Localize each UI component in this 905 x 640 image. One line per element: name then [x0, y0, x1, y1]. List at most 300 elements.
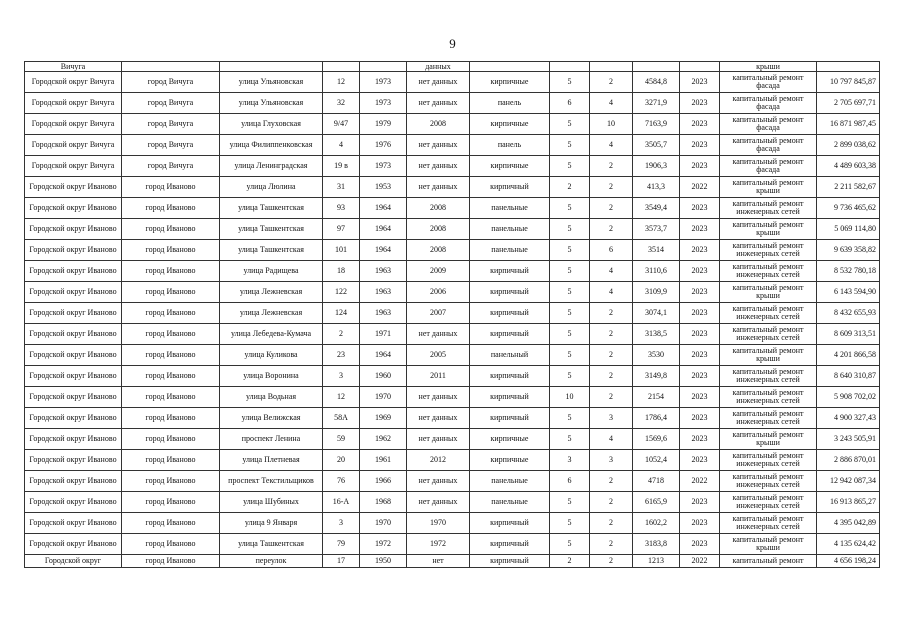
cell-cost: 9 639 358,82 [817, 240, 880, 261]
cell-floors: 5 [550, 303, 590, 324]
table-row [25, 303, 880, 324]
cell-settlement: город Иваново [122, 303, 220, 324]
cell-floors: 5 [550, 345, 590, 366]
cell-house-number: 101 [323, 240, 360, 261]
cell-house-number: 122 [323, 282, 360, 303]
cell-planned-year: 2023 [680, 534, 720, 555]
cell-floors: 5 [550, 324, 590, 345]
cell-last-repair-year: нет данных [407, 324, 470, 345]
cell-last-repair-year: нет данных [407, 387, 470, 408]
table-row [25, 93, 880, 114]
cell-area: 3109,9 [633, 282, 680, 303]
cell-house-number: 124 [323, 303, 360, 324]
cell-planned-year: 2023 [680, 303, 720, 324]
cell-house-number: 76 [323, 471, 360, 492]
cell-last-repair-year: 2005 [407, 345, 470, 366]
cell-planned-year: 2023 [680, 324, 720, 345]
cell-planned-year: 2023 [680, 198, 720, 219]
cell-house-number: 4 [323, 135, 360, 156]
cell-street: улица Люлина [220, 177, 323, 198]
cell-last-repair-year: данных [407, 62, 470, 72]
cell-planned-year: 2023 [680, 408, 720, 429]
cell-municipality: Городской округ Вичуга [25, 135, 122, 156]
cell-planned-year: 2023 [680, 450, 720, 471]
cell-municipality: Городской округ Иваново [25, 534, 122, 555]
cell-planned-year: 2023 [680, 240, 720, 261]
table-row [25, 492, 880, 513]
table-row [25, 261, 880, 282]
cell-settlement: город Иваново [122, 429, 220, 450]
table-row [25, 240, 880, 261]
cell-build-year: 1973 [360, 93, 407, 114]
cell-street: улица 9 Января [220, 513, 323, 534]
cell-municipality: Городской округ Вичуга [25, 114, 122, 135]
cell-build-year: 1964 [360, 240, 407, 261]
cell-last-repair-year: 2008 [407, 114, 470, 135]
cell-work-type: капитальный ремонт фасада [720, 72, 817, 93]
cell-street: переулок [220, 555, 323, 568]
cell-cost: 4 135 624,42 [817, 534, 880, 555]
cell-municipality: Городской округ Иваново [25, 513, 122, 534]
cell-area: 1786,4 [633, 408, 680, 429]
table-row [25, 471, 880, 492]
cell-cost: 10 797 845,87 [817, 72, 880, 93]
cell-last-repair-year: 2008 [407, 198, 470, 219]
cell-floors: 5 [550, 135, 590, 156]
table-row [25, 324, 880, 345]
table-row [25, 429, 880, 450]
cell-wall-material: панельные [470, 198, 550, 219]
cell-house-number: 93 [323, 198, 360, 219]
cell-house-number: 19 в [323, 156, 360, 177]
cell-street: улица Ташкентская [220, 219, 323, 240]
cell-street [220, 62, 323, 72]
cell-wall-material: кирпичный [470, 366, 550, 387]
cell-work-type: капитальный ремонт инженерных сетей [720, 303, 817, 324]
cell-wall-material: кирпичный [470, 261, 550, 282]
cell-area: 3573,7 [633, 219, 680, 240]
cell-work-type: капитальный ремонт инженерных сетей [720, 513, 817, 534]
cell-build-year: 1961 [360, 450, 407, 471]
cell-planned-year: 2023 [680, 156, 720, 177]
cell-wall-material: кирпичные [470, 72, 550, 93]
cell-house-number: 59 [323, 429, 360, 450]
table-row [25, 177, 880, 198]
cell-settlement: город Иваново [122, 261, 220, 282]
cell-municipality: Городской округ Иваново [25, 492, 122, 513]
cell-cost: 4 656 198,24 [817, 555, 880, 568]
cell-cost: 3 243 505,91 [817, 429, 880, 450]
cell-municipality: Городской округ Вичуга [25, 72, 122, 93]
cell-wall-material: кирпичный [470, 177, 550, 198]
cell-area: 4718 [633, 471, 680, 492]
table-row [25, 62, 880, 72]
cell-house-number: 18 [323, 261, 360, 282]
cell-floors: 5 [550, 198, 590, 219]
cell-work-type: капитальный ремонт инженерных сетей [720, 261, 817, 282]
cell-area [633, 62, 680, 72]
cell-cost: 12 942 087,34 [817, 471, 880, 492]
cell-planned-year: 2023 [680, 366, 720, 387]
cell-area: 3138,5 [633, 324, 680, 345]
cell-entrances: 6 [590, 240, 633, 261]
cell-house-number: 16-А [323, 492, 360, 513]
cell-wall-material: кирпичные [470, 156, 550, 177]
cell-work-type: капитальный ремонт крыши [720, 219, 817, 240]
cell-entrances: 2 [590, 303, 633, 324]
cell-wall-material: панель [470, 93, 550, 114]
cell-floors: 3 [550, 450, 590, 471]
cell-work-type: капитальный ремонт инженерных сетей [720, 408, 817, 429]
cell-area: 3110,6 [633, 261, 680, 282]
cell-planned-year: 2022 [680, 471, 720, 492]
cell-build-year: 1963 [360, 303, 407, 324]
cell-wall-material: панельные [470, 240, 550, 261]
cell-house-number: 3 [323, 366, 360, 387]
cell-cost: 2 886 870,01 [817, 450, 880, 471]
cell-settlement: город Иваново [122, 450, 220, 471]
cell-cost: 4 201 866,58 [817, 345, 880, 366]
cell-work-type: капитальный ремонт инженерных сетей [720, 450, 817, 471]
cell-settlement: город Иваново [122, 513, 220, 534]
cell-street: проспект Ленина [220, 429, 323, 450]
cell-house-number: 3 [323, 513, 360, 534]
cell-wall-material: панельные [470, 219, 550, 240]
cell-cost: 6 143 594,90 [817, 282, 880, 303]
cell-build-year: 1979 [360, 114, 407, 135]
cell-work-type: капитальный ремонт фасада [720, 156, 817, 177]
cell-cost: 8 532 780,18 [817, 261, 880, 282]
cell-street: улица Ленинградская [220, 156, 323, 177]
cell-last-repair-year: нет данных [407, 408, 470, 429]
cell-cost: 4 489 603,38 [817, 156, 880, 177]
cell-planned-year: 2023 [680, 72, 720, 93]
cell-entrances: 2 [590, 198, 633, 219]
cell-wall-material: кирпичный [470, 282, 550, 303]
cell-municipality: Городской округ Иваново [25, 282, 122, 303]
cell-cost: 8 432 655,93 [817, 303, 880, 324]
cell-wall-material [470, 62, 550, 72]
cell-last-repair-year: нет данных [407, 471, 470, 492]
cell-settlement: город Вичуга [122, 114, 220, 135]
table-row [25, 408, 880, 429]
cell-floors: 6 [550, 471, 590, 492]
cell-settlement: город Иваново [122, 240, 220, 261]
cell-work-type: капитальный ремонт крыши [720, 534, 817, 555]
cell-last-repair-year: 2009 [407, 261, 470, 282]
cell-last-repair-year: 1970 [407, 513, 470, 534]
cell-cost [817, 62, 880, 72]
cell-municipality: Городской округ Иваново [25, 198, 122, 219]
cell-street: улица Ульяновская [220, 72, 323, 93]
cell-last-repair-year: нет данных [407, 93, 470, 114]
cell-build-year: 1970 [360, 513, 407, 534]
cell-area: 3530 [633, 345, 680, 366]
cell-settlement: город Иваново [122, 408, 220, 429]
cell-wall-material: кирпичные [470, 450, 550, 471]
cell-wall-material: кирпичные [470, 114, 550, 135]
cell-street: улица Лебедева-Кумача [220, 324, 323, 345]
cell-municipality: Вичуга [25, 62, 122, 72]
cell-street: улица Водьная [220, 387, 323, 408]
table-row [25, 534, 880, 555]
cell-floors: 5 [550, 408, 590, 429]
cell-work-type: капитальный ремонт инженерных сетей [720, 366, 817, 387]
cell-work-type: капитальный ремонт фасада [720, 93, 817, 114]
cell-settlement: город Вичуга [122, 156, 220, 177]
cell-build-year [360, 62, 407, 72]
cell-house-number: 9/47 [323, 114, 360, 135]
cell-street: улица Велижская [220, 408, 323, 429]
cell-cost: 9 736 465,62 [817, 198, 880, 219]
cell-cost: 2 899 038,62 [817, 135, 880, 156]
cell-street: улица Лежневская [220, 303, 323, 324]
cell-house-number: 23 [323, 345, 360, 366]
cell-work-type: капитальный ремонт [720, 555, 817, 568]
cell-municipality: Городской округ Иваново [25, 471, 122, 492]
cell-entrances: 2 [590, 513, 633, 534]
cell-planned-year: 2023 [680, 387, 720, 408]
cell-build-year: 1969 [360, 408, 407, 429]
cell-settlement: город Иваново [122, 555, 220, 568]
cell-planned-year: 2023 [680, 345, 720, 366]
cell-build-year: 1971 [360, 324, 407, 345]
cell-last-repair-year: 2006 [407, 282, 470, 303]
cell-street: улица Радищева [220, 261, 323, 282]
cell-settlement: город Иваново [122, 345, 220, 366]
cell-house-number: 32 [323, 93, 360, 114]
cell-entrances: 2 [590, 345, 633, 366]
cell-street: улица Филиппенковская [220, 135, 323, 156]
cell-wall-material: панельные [470, 471, 550, 492]
cell-municipality: Городской округ Иваново [25, 177, 122, 198]
cell-area: 3183,8 [633, 534, 680, 555]
table-row [25, 366, 880, 387]
cell-build-year: 1976 [360, 135, 407, 156]
cell-build-year: 1963 [360, 261, 407, 282]
cell-municipality: Городской округ Иваново [25, 219, 122, 240]
cell-work-type: капитальный ремонт инженерных сетей [720, 198, 817, 219]
cell-entrances: 4 [590, 135, 633, 156]
cell-build-year: 1968 [360, 492, 407, 513]
cell-street: проспект Текстильщиков [220, 471, 323, 492]
cell-area: 3074,1 [633, 303, 680, 324]
table-row [25, 198, 880, 219]
cell-wall-material: кирпичный [470, 303, 550, 324]
cell-planned-year: 2023 [680, 261, 720, 282]
cell-floors: 5 [550, 156, 590, 177]
cell-wall-material: кирпичный [470, 513, 550, 534]
cell-area: 4584,8 [633, 72, 680, 93]
cell-entrances: 4 [590, 429, 633, 450]
cell-build-year: 1960 [360, 366, 407, 387]
cell-cost: 8 609 313,51 [817, 324, 880, 345]
cell-house-number: 2 [323, 324, 360, 345]
cell-settlement: город Иваново [122, 471, 220, 492]
cell-street: улица Куликова [220, 345, 323, 366]
cell-last-repair-year: нет данных [407, 177, 470, 198]
cell-entrances: 2 [590, 156, 633, 177]
cell-last-repair-year: 2008 [407, 219, 470, 240]
cell-floors: 5 [550, 429, 590, 450]
cell-area: 413,3 [633, 177, 680, 198]
cell-floors: 5 [550, 366, 590, 387]
cell-build-year: 1970 [360, 387, 407, 408]
cell-settlement: город Вичуга [122, 72, 220, 93]
table-row [25, 219, 880, 240]
cell-last-repair-year: нет [407, 555, 470, 568]
cell-entrances: 2 [590, 219, 633, 240]
cell-wall-material: кирпичный [470, 324, 550, 345]
cell-build-year: 1966 [360, 471, 407, 492]
cell-area: 1213 [633, 555, 680, 568]
table-row [25, 345, 880, 366]
cell-cost: 16 913 865,27 [817, 492, 880, 513]
cell-wall-material: панельный [470, 345, 550, 366]
cell-house-number: 17 [323, 555, 360, 568]
cell-area: 3505,7 [633, 135, 680, 156]
cell-cost: 4 395 042,89 [817, 513, 880, 534]
cell-work-type: капитальный ремонт крыши [720, 429, 817, 450]
cell-planned-year: 2023 [680, 135, 720, 156]
cell-cost: 4 900 327,43 [817, 408, 880, 429]
table-row [25, 156, 880, 177]
cell-house-number: 20 [323, 450, 360, 471]
cell-planned-year: 2023 [680, 93, 720, 114]
cell-settlement: город Вичуга [122, 93, 220, 114]
cell-street: улица Глуховская [220, 114, 323, 135]
cell-floors: 5 [550, 219, 590, 240]
cell-settlement: город Иваново [122, 177, 220, 198]
cell-floors: 5 [550, 240, 590, 261]
cell-entrances: 3 [590, 450, 633, 471]
cell-planned-year: 2022 [680, 177, 720, 198]
cell-settlement: город Иваново [122, 324, 220, 345]
cell-planned-year: 2023 [680, 513, 720, 534]
cell-floors: 5 [550, 492, 590, 513]
cell-work-type: капитальный ремонт инженерных сетей [720, 492, 817, 513]
cell-wall-material: кирпичный [470, 408, 550, 429]
cell-municipality: Городской округ Иваново [25, 450, 122, 471]
cell-settlement: город Иваново [122, 534, 220, 555]
cell-planned-year: 2023 [680, 219, 720, 240]
cell-house-number: 31 [323, 177, 360, 198]
cell-entrances: 2 [590, 387, 633, 408]
cell-wall-material: кирпичный [470, 387, 550, 408]
cell-area: 2154 [633, 387, 680, 408]
cell-floors: 5 [550, 282, 590, 303]
cell-entrances: 2 [590, 471, 633, 492]
cell-area: 3149,8 [633, 366, 680, 387]
cell-entrances: 4 [590, 93, 633, 114]
table-row [25, 282, 880, 303]
cell-area: 3271,9 [633, 93, 680, 114]
table-row [25, 135, 880, 156]
cell-street: улица Лежневская [220, 282, 323, 303]
cell-cost: 5 069 114,80 [817, 219, 880, 240]
cell-build-year: 1962 [360, 429, 407, 450]
cell-area: 6165,9 [633, 492, 680, 513]
cell-entrances [590, 62, 633, 72]
cell-settlement: город Иваново [122, 198, 220, 219]
cell-last-repair-year: нет данных [407, 135, 470, 156]
cell-municipality: Городской округ Иваново [25, 240, 122, 261]
cell-last-repair-year: нет данных [407, 72, 470, 93]
cell-wall-material: кирпичный [470, 534, 550, 555]
cell-municipality: Городской округ Иваново [25, 387, 122, 408]
cell-floors: 2 [550, 555, 590, 568]
cell-last-repair-year: 2008 [407, 240, 470, 261]
cell-last-repair-year: 2011 [407, 366, 470, 387]
cell-floors: 5 [550, 72, 590, 93]
cell-municipality: Городской округ [25, 555, 122, 568]
cell-cost: 2 211 582,67 [817, 177, 880, 198]
cell-house-number: 58А [323, 408, 360, 429]
cell-build-year: 1964 [360, 198, 407, 219]
cell-work-type: крыши [720, 62, 817, 72]
cell-house-number: 12 [323, 72, 360, 93]
cell-work-type: капитальный ремонт инженерных сетей [720, 387, 817, 408]
cell-build-year: 1953 [360, 177, 407, 198]
cell-floors: 5 [550, 261, 590, 282]
cell-municipality: Городской округ Иваново [25, 303, 122, 324]
table-row [25, 450, 880, 471]
cell-floors: 5 [550, 114, 590, 135]
cell-build-year: 1950 [360, 555, 407, 568]
cell-entrances: 2 [590, 177, 633, 198]
cell-work-type: капитальный ремонт фасада [720, 114, 817, 135]
cell-planned-year: 2023 [680, 282, 720, 303]
cell-work-type: капитальный ремонт инженерных сетей [720, 324, 817, 345]
cell-planned-year: 2023 [680, 114, 720, 135]
cell-entrances: 2 [590, 72, 633, 93]
cell-work-type: капитальный ремонт крыши [720, 282, 817, 303]
cell-street: улица Ташкентская [220, 198, 323, 219]
cell-street: улица Плетневая [220, 450, 323, 471]
cell-cost: 5 908 702,02 [817, 387, 880, 408]
table-row [25, 555, 880, 568]
cell-floors: 5 [550, 534, 590, 555]
cell-area: 3514 [633, 240, 680, 261]
cell-area: 1569,6 [633, 429, 680, 450]
cell-last-repair-year: 2007 [407, 303, 470, 324]
cell-street: улица Воронина [220, 366, 323, 387]
cell-last-repair-year: 2012 [407, 450, 470, 471]
cell-floors: 6 [550, 93, 590, 114]
cell-municipality: Городской округ Иваново [25, 345, 122, 366]
cell-entrances: 2 [590, 324, 633, 345]
cell-planned-year: 2023 [680, 492, 720, 513]
cell-municipality: Городской округ Иваново [25, 324, 122, 345]
cell-house-number: 12 [323, 387, 360, 408]
cell-entrances: 10 [590, 114, 633, 135]
cell-planned-year: 2023 [680, 429, 720, 450]
cell-municipality: Городской округ Иваново [25, 408, 122, 429]
cell-entrances: 2 [590, 366, 633, 387]
table-row [25, 72, 880, 93]
cell-wall-material: кирпичные [470, 429, 550, 450]
cell-cost: 8 640 310,87 [817, 366, 880, 387]
page-number: 9 [449, 36, 456, 51]
cell-entrances: 4 [590, 261, 633, 282]
cell-municipality: Городской округ Иваново [25, 429, 122, 450]
cell-area: 1602,2 [633, 513, 680, 534]
cell-last-repair-year: 1972 [407, 534, 470, 555]
cell-area: 7163,9 [633, 114, 680, 135]
cell-floors: 2 [550, 177, 590, 198]
cell-area: 3549,4 [633, 198, 680, 219]
cell-municipality: Городской округ Иваново [25, 261, 122, 282]
